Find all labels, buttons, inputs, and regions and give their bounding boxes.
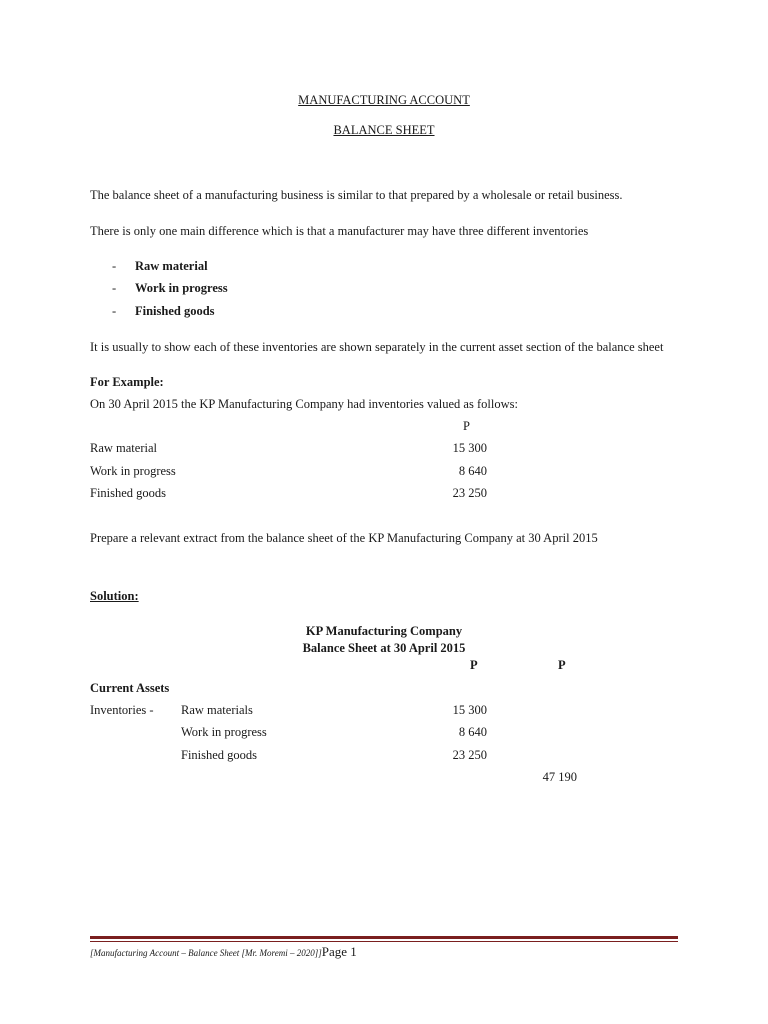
example-row-label: Work in progress [90, 464, 176, 478]
solution-company: KP Manufacturing Company [305, 624, 463, 638]
inventories-total: 47 190 [542, 770, 577, 784]
footer-text: [Manufacturing Account – Balance Sheet [Mr. Moremi – 2020]] [90, 948, 322, 958]
bullet-marker: - [112, 259, 117, 273]
inventories-label: Inventories - [90, 703, 154, 717]
example-row-label: Finished goods [90, 486, 167, 500]
example-text: On 30 April 2015 the KP Manufacturing Company had inventories valued as follows: [90, 397, 518, 411]
example-row-value: 23 250 [452, 486, 487, 500]
intro-paragraph-2: There is only one main difference which is that a manufacturer may have three different inventories [90, 224, 589, 238]
bullet-marker: - [112, 281, 117, 295]
solution-row-label: Work in progress [181, 725, 267, 739]
bullet-item: Raw material [135, 259, 208, 273]
solution-sheet-title: Balance Sheet at 30 April 2015 [302, 641, 466, 655]
solution-row-label: Raw materials [181, 703, 253, 717]
solution-row-value: 15 300 [452, 703, 487, 717]
example-row-value: 8 640 [458, 464, 487, 478]
document-subtitle: BALANCE SHEET [333, 123, 435, 137]
intro-paragraph-3: It is usually to show each of these inventories are shown separately in the current asset section of the balance sheet [90, 340, 664, 354]
example-task: Prepare a relevant extract from the balance sheet of the KP Manufacturing Company at 30 April 2015 [90, 531, 598, 545]
example-row-value: 15 300 [452, 441, 487, 455]
solution-label: Solution: [90, 589, 139, 603]
bullet-item: Work in progress [135, 281, 228, 295]
document-title: MANUFACTURING ACCOUNT [298, 93, 470, 107]
intro-paragraph-1: The balance sheet of a manufacturing business is similar to that prepared by a wholesale or retail business. [90, 188, 623, 202]
footer-rule-thin [90, 941, 678, 942]
solution-col2-header: P [558, 658, 566, 672]
example-row-label: Raw material [90, 441, 157, 455]
bullet-item: Finished goods [135, 304, 215, 318]
bullet-marker: - [112, 304, 117, 318]
solution-col1-header: P [470, 658, 478, 672]
footer-rule-thick [90, 936, 678, 939]
page-number: Page 1 [321, 944, 357, 959]
current-assets-heading: Current Assets [90, 681, 170, 695]
footer [90, 944, 357, 960]
solution-row-value: 23 250 [452, 748, 487, 762]
example-label: For Example: [90, 375, 164, 389]
example-currency-header: P [463, 419, 470, 433]
solution-row-value: 8 640 [458, 725, 487, 739]
solution-row-label: Finished goods [181, 748, 258, 762]
